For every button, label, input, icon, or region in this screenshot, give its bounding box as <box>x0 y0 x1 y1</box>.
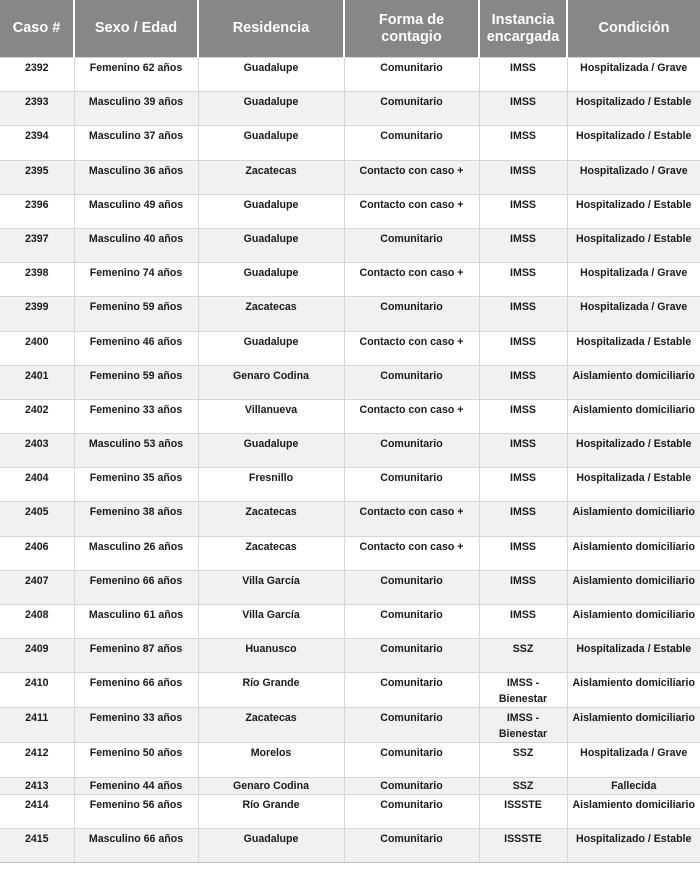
cell-sexo-edad: Femenino 66 años <box>74 570 198 604</box>
cell-condicion: Hospitalizado / Estable <box>567 126 700 160</box>
cell-condicion: Aislamiento domiciliario <box>567 365 700 399</box>
cell-forma-contagio: Comunitario <box>344 92 479 126</box>
cell-sexo-edad: Masculino 40 años <box>74 228 198 262</box>
cell-instancia: IMSS - Bienestar <box>479 673 567 708</box>
cell-instancia: ISSSTE <box>479 828 567 862</box>
cell-residencia: Guadalupe <box>198 126 344 160</box>
header-condicion: Condición <box>567 0 700 58</box>
cell-forma-contagio: Comunitario <box>344 58 479 92</box>
cell-forma-contagio: Contacto con caso + <box>344 160 479 194</box>
cell-forma-contagio: Contacto con caso + <box>344 331 479 365</box>
cell-condicion: Hospitalizada / Grave <box>567 297 700 331</box>
cell-instancia: IMSS <box>479 58 567 92</box>
cell-caso: 2401 <box>0 365 74 399</box>
cell-instancia: IMSS <box>479 126 567 160</box>
table-row <box>0 297 700 331</box>
cell-residencia: Genaro Codina <box>198 365 344 399</box>
cell-forma-contagio: Comunitario <box>344 297 479 331</box>
cell-instancia: IMSS <box>479 468 567 502</box>
cell-instancia: IMSS <box>479 160 567 194</box>
cell-caso: 2398 <box>0 263 74 297</box>
table-row <box>0 673 700 708</box>
cell-sexo-edad: Masculino 61 años <box>74 605 198 639</box>
cell-condicion: Aislamiento domiciliario <box>567 605 700 639</box>
cell-caso: 2397 <box>0 228 74 262</box>
table-row <box>0 468 700 502</box>
cell-caso: 2400 <box>0 331 74 365</box>
cell-instancia: IMSS <box>479 570 567 604</box>
cell-sexo-edad: Femenino 66 años <box>74 673 198 708</box>
cell-caso: 2394 <box>0 126 74 160</box>
cell-sexo-edad: Femenino 33 años <box>74 399 198 433</box>
cell-sexo-edad: Masculino 37 años <box>74 126 198 160</box>
cell-sexo-edad: Masculino 49 años <box>74 194 198 228</box>
cell-caso: 2405 <box>0 502 74 536</box>
cell-sexo-edad: Femenino 56 años <box>74 794 198 828</box>
cell-condicion: Hospitalizada / Grave <box>567 58 700 92</box>
cell-caso: 2412 <box>0 743 74 777</box>
cell-sexo-edad: Femenino 74 años <box>74 263 198 297</box>
cell-residencia: Morelos <box>198 743 344 777</box>
cell-sexo-edad: Femenino 59 años <box>74 365 198 399</box>
cell-caso: 2410 <box>0 673 74 708</box>
cell-caso: 2407 <box>0 570 74 604</box>
cell-caso: 2404 <box>0 468 74 502</box>
cell-instancia: IMSS <box>479 263 567 297</box>
header-sexo-edad: Sexo / Edad <box>74 0 198 58</box>
cell-residencia: Río Grande <box>198 794 344 828</box>
table-row <box>0 58 700 92</box>
cell-caso: 2411 <box>0 708 74 743</box>
cell-instancia: IMSS <box>479 605 567 639</box>
table-row <box>0 92 700 126</box>
header-forma-contagio: Forma de contagio <box>344 0 479 58</box>
table-row <box>0 126 700 160</box>
cell-forma-contagio: Contacto con caso + <box>344 194 479 228</box>
cell-instancia: ISSSTE <box>479 794 567 828</box>
header-row <box>0 0 700 58</box>
cell-caso: 2396 <box>0 194 74 228</box>
cell-residencia: Zacatecas <box>198 502 344 536</box>
cell-instancia: IMSS <box>479 502 567 536</box>
cell-instancia: IMSS <box>479 399 567 433</box>
cell-forma-contagio: Comunitario <box>344 468 479 502</box>
cell-residencia: Guadalupe <box>198 331 344 365</box>
table-row <box>0 365 700 399</box>
cell-residencia: Río Grande <box>198 673 344 708</box>
cell-residencia: Guadalupe <box>198 194 344 228</box>
cell-residencia: Zacatecas <box>198 536 344 570</box>
cell-caso: 2406 <box>0 536 74 570</box>
table-row <box>0 605 700 639</box>
cell-sexo-edad: Femenino 46 años <box>74 331 198 365</box>
cell-sexo-edad: Femenino 50 años <box>74 743 198 777</box>
table-body <box>0 58 700 863</box>
cell-caso: 2413 <box>0 777 74 794</box>
cell-forma-contagio: Contacto con caso + <box>344 399 479 433</box>
cell-forma-contagio: Comunitario <box>344 673 479 708</box>
cell-condicion: Hospitalizado / Estable <box>567 228 700 262</box>
cell-residencia: Zacatecas <box>198 708 344 743</box>
table-row <box>0 228 700 262</box>
table-row <box>0 399 700 433</box>
header-residencia: Residencia <box>198 0 344 58</box>
table-row <box>0 194 700 228</box>
cell-forma-contagio: Contacto con caso + <box>344 536 479 570</box>
table-row <box>0 502 700 536</box>
cell-residencia: Zacatecas <box>198 160 344 194</box>
table-header <box>0 0 700 58</box>
cell-condicion: Hospitalizada / Estable <box>567 331 700 365</box>
table-row <box>0 777 700 794</box>
cell-sexo-edad: Femenino 87 años <box>74 639 198 673</box>
table-row <box>0 743 700 777</box>
cell-residencia: Villanueva <box>198 399 344 433</box>
cell-forma-contagio: Comunitario <box>344 639 479 673</box>
table-row <box>0 570 700 604</box>
cell-caso: 2415 <box>0 828 74 862</box>
cell-forma-contagio: Comunitario <box>344 708 479 743</box>
cell-sexo-edad: Femenino 33 años <box>74 708 198 743</box>
cell-sexo-edad: Femenino 62 años <box>74 58 198 92</box>
cell-forma-contagio: Comunitario <box>344 365 479 399</box>
cell-caso: 2399 <box>0 297 74 331</box>
cell-caso: 2408 <box>0 605 74 639</box>
cell-residencia: Zacatecas <box>198 297 344 331</box>
cell-sexo-edad: Femenino 59 años <box>74 297 198 331</box>
cell-caso: 2409 <box>0 639 74 673</box>
table-row <box>0 160 700 194</box>
cell-condicion: Aislamiento domiciliario <box>567 399 700 433</box>
table-row <box>0 708 700 743</box>
cell-residencia: Genaro Codina <box>198 777 344 794</box>
cell-sexo-edad: Femenino 38 años <box>74 502 198 536</box>
cell-condicion: Hospitalizada / Estable <box>567 468 700 502</box>
cell-forma-contagio: Comunitario <box>344 743 479 777</box>
cell-sexo-edad: Masculino 39 años <box>74 92 198 126</box>
cell-residencia: Villa García <box>198 570 344 604</box>
cell-residencia: Villa García <box>198 605 344 639</box>
cell-residencia: Guadalupe <box>198 263 344 297</box>
header-instancia: Instancia encargada <box>479 0 567 58</box>
cell-condicion: Aislamiento domiciliario <box>567 502 700 536</box>
cell-condicion: Hospitalizado / Grave <box>567 160 700 194</box>
cell-residencia: Fresnillo <box>198 468 344 502</box>
cell-sexo-edad: Masculino 26 años <box>74 536 198 570</box>
cell-condicion: Hospitalizada / Estable <box>567 639 700 673</box>
cell-residencia: Huanusco <box>198 639 344 673</box>
table-row <box>0 639 700 673</box>
table-row <box>0 434 700 468</box>
cell-forma-contagio: Comunitario <box>344 434 479 468</box>
cell-instancia: IMSS <box>479 194 567 228</box>
cell-caso: 2393 <box>0 92 74 126</box>
cell-condicion: Aislamiento domiciliario <box>567 708 700 743</box>
cell-condicion: Hospitalizada / Grave <box>567 743 700 777</box>
cell-forma-contagio: Contacto con caso + <box>344 502 479 536</box>
cell-instancia: SSZ <box>479 743 567 777</box>
cell-residencia: Guadalupe <box>198 58 344 92</box>
cell-caso: 2392 <box>0 58 74 92</box>
cell-condicion: Aislamiento domiciliario <box>567 673 700 708</box>
cell-forma-contagio: Comunitario <box>344 570 479 604</box>
table-row <box>0 828 700 862</box>
cell-forma-contagio: Comunitario <box>344 126 479 160</box>
table-row <box>0 331 700 365</box>
cell-sexo-edad: Masculino 53 años <box>74 434 198 468</box>
cell-residencia: Guadalupe <box>198 228 344 262</box>
cell-instancia: IMSS <box>479 297 567 331</box>
cell-residencia: Guadalupe <box>198 828 344 862</box>
cell-caso: 2414 <box>0 794 74 828</box>
cell-sexo-edad: Femenino 44 años <box>74 777 198 794</box>
cell-instancia: IMSS <box>479 434 567 468</box>
cell-forma-contagio: Comunitario <box>344 794 479 828</box>
cell-forma-contagio: Contacto con caso + <box>344 263 479 297</box>
cell-instancia: IMSS <box>479 92 567 126</box>
table-row <box>0 794 700 828</box>
cell-caso: 2402 <box>0 399 74 433</box>
table-row <box>0 263 700 297</box>
cell-caso: 2403 <box>0 434 74 468</box>
cell-instancia: IMSS <box>479 228 567 262</box>
cell-condicion: Aislamiento domiciliario <box>567 794 700 828</box>
cell-residencia: Guadalupe <box>198 92 344 126</box>
cell-instancia: IMSS <box>479 331 567 365</box>
cell-forma-contagio: Comunitario <box>344 777 479 794</box>
cell-instancia: IMSS <box>479 536 567 570</box>
cell-condicion: Fallecida <box>567 777 700 794</box>
cell-condicion: Hospitalizada / Grave <box>567 263 700 297</box>
table-row <box>0 536 700 570</box>
cell-condicion: Hospitalizado / Estable <box>567 434 700 468</box>
cell-condicion: Aislamiento domiciliario <box>567 570 700 604</box>
cell-condicion: Hospitalizado / Estable <box>567 828 700 862</box>
cell-condicion: Hospitalizado / Estable <box>567 92 700 126</box>
cell-instancia: SSZ <box>479 639 567 673</box>
cell-forma-contagio: Comunitario <box>344 828 479 862</box>
cell-forma-contagio: Comunitario <box>344 605 479 639</box>
cell-condicion: Aislamiento domiciliario <box>567 536 700 570</box>
header-caso: Caso # <box>0 0 74 58</box>
cell-sexo-edad: Masculino 66 años <box>74 828 198 862</box>
cell-instancia: IMSS <box>479 365 567 399</box>
cell-sexo-edad: Masculino 36 años <box>74 160 198 194</box>
cell-instancia: SSZ <box>479 777 567 794</box>
cell-instancia: IMSS - Bienestar <box>479 708 567 743</box>
cell-caso: 2395 <box>0 160 74 194</box>
cell-sexo-edad: Femenino 35 años <box>74 468 198 502</box>
cell-forma-contagio: Comunitario <box>344 228 479 262</box>
cell-condicion: Hospitalizado / Estable <box>567 194 700 228</box>
cell-residencia: Guadalupe <box>198 434 344 468</box>
